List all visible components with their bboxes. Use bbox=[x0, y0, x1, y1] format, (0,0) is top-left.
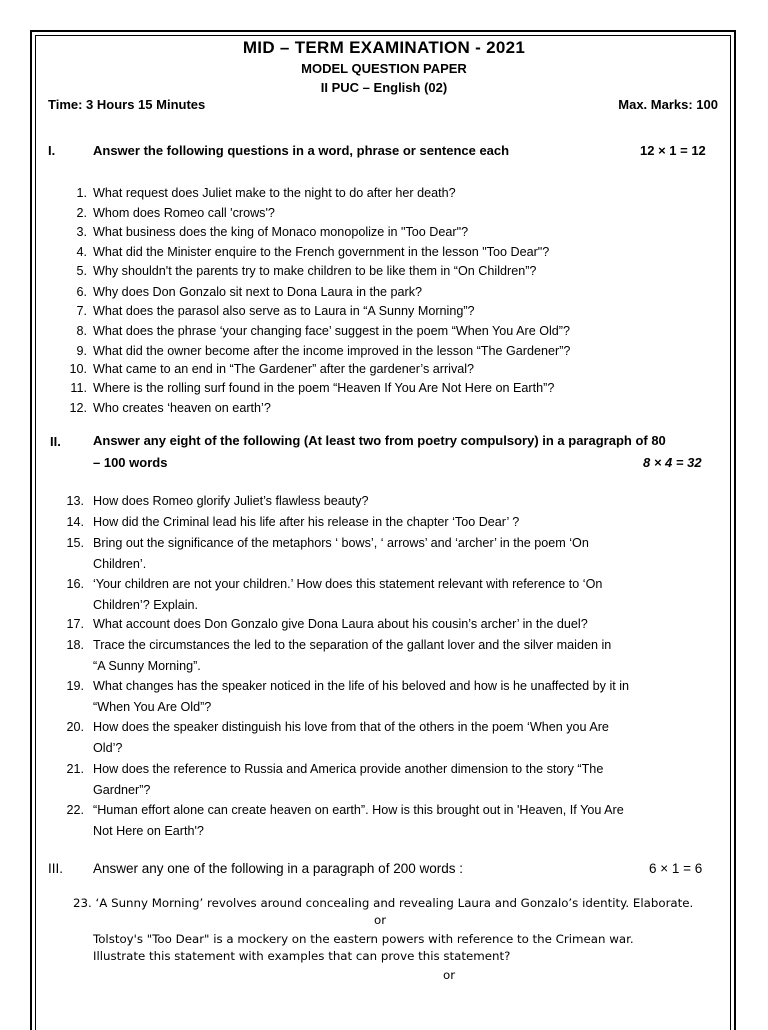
question-text: What came to an end in “The Gardener” after the gardener’s arrival? bbox=[93, 362, 475, 376]
question-number: 12. bbox=[69, 401, 87, 415]
section-3-number: III. bbox=[48, 861, 64, 876]
exam-title: MID – TERM EXAMINATION - 2021 bbox=[242, 38, 526, 57]
question-23-line1: 23. ‘A Sunny Morning’ revolves around concealing and revealing Laura and Gonzalo’s identity. Elaborate. bbox=[73, 896, 694, 910]
question-number: 17. bbox=[66, 617, 84, 631]
question-text: Why does Don Gonzalo sit next to Dona Laura in the park? bbox=[93, 285, 423, 299]
question-text-line: What account does Don Gonzalo give Dona Laura about his cousin’s archer’ in the duel? bbox=[93, 617, 588, 631]
question-number: 13. bbox=[66, 494, 84, 508]
question-text-line: What changes has the speaker noticed in the life of his beloved and how is he unaffected by it in bbox=[93, 679, 630, 693]
or-separator-2: or bbox=[443, 968, 456, 982]
question-text: What business does the king of Monaco monopolize in "Too Dear"? bbox=[93, 225, 469, 239]
question-number: 7. bbox=[76, 304, 87, 318]
question-23-alt-line1: Tolstoy's "Too Dear" is a mockery on the eastern powers with reference to the Crimean war. bbox=[93, 932, 634, 946]
question-number: 14. bbox=[66, 515, 84, 529]
question-number: 10. bbox=[69, 362, 87, 376]
max-marks: Max. Marks: 100 bbox=[618, 97, 718, 112]
question-number: 1. bbox=[76, 186, 87, 200]
question-text: What did the Minister enquire to the French government in the lesson "Too Dear"? bbox=[93, 245, 550, 259]
question-text-line: “Human effort alone can create heaven on earth”. How is this brought out in 'Heaven, If You Are bbox=[93, 803, 624, 817]
question-number: 11. bbox=[70, 381, 87, 395]
question-text-line: How did the Criminal lead his life after his release in the chapter ‘Too Dear’ ? bbox=[93, 515, 520, 529]
question-text: Whom does Romeo call 'crows'? bbox=[93, 206, 275, 220]
section-2-instruction-line1: Answer any eight of the following (At least two from poetry compulsory) in a paragraph of 80 bbox=[93, 433, 666, 448]
question-text-line: Children’. bbox=[93, 556, 147, 571]
question-text-line: ‘Your children are not your children.’ How does this statement relevant with reference to ‘On bbox=[93, 577, 603, 591]
question-number: 21. bbox=[66, 762, 84, 776]
question-text-line: “A Sunny Morning”. bbox=[93, 658, 201, 673]
question-number: 22. bbox=[66, 803, 84, 817]
question-text: What does the phrase ‘your changing face’ suggest in the poem “When You Are Old”? bbox=[93, 324, 570, 338]
question-text: Why shouldn't the parents try to make children to be like them in “On Children”? bbox=[93, 264, 537, 278]
section-2-instruction-line2: – 100 words bbox=[93, 455, 168, 470]
question-text-line: How does Romeo glorify Juliet’s flawless beauty? bbox=[93, 494, 369, 508]
question-text-line: Children’? Explain. bbox=[93, 597, 199, 612]
section-1-number: I. bbox=[48, 143, 56, 158]
page-border-inner bbox=[35, 35, 731, 1030]
question-23-alt-line2: Illustrate this statement with examples that can prove this statement? bbox=[93, 949, 511, 963]
exam-time: Time: 3 Hours 15 Minutes bbox=[48, 97, 206, 112]
question-number: 8. bbox=[76, 324, 87, 338]
paper-subtitle: MODEL QUESTION PAPER bbox=[301, 61, 467, 76]
question-text-line: Old’? bbox=[93, 740, 123, 755]
question-number: 5. bbox=[76, 264, 87, 278]
question-text-line: How does the speaker distinguish his love from that of the others in the poem ‘When you Are bbox=[93, 720, 609, 734]
section-2-number: II. bbox=[50, 434, 61, 449]
section-1-instruction: Answer the following questions in a word, phrase or sentence each bbox=[93, 143, 510, 158]
question-text-line: “When You Are Old”? bbox=[93, 699, 212, 714]
question-number: 16. bbox=[66, 577, 84, 591]
question-number: 2. bbox=[76, 206, 87, 220]
question-text: What request does Juliet make to the night to do after her death? bbox=[93, 186, 456, 200]
question-number: 15. bbox=[66, 536, 84, 550]
question-text-line: Trace the circumstances the led to the separation of the gallant lover and the silver maiden in bbox=[93, 638, 612, 652]
question-number: 4. bbox=[76, 245, 87, 259]
or-separator-1: or bbox=[374, 913, 387, 927]
question-number: 19. bbox=[66, 679, 84, 693]
section-2-marks: 8 × 4 = 32 bbox=[643, 455, 702, 470]
section-1-marks: 12 × 1 = 12 bbox=[640, 143, 706, 158]
question-text-line: How does the reference to Russia and America provide another dimension to the story “The bbox=[93, 762, 604, 776]
question-number: 6. bbox=[76, 285, 87, 299]
question-number: 9. bbox=[76, 344, 87, 358]
question-number: 18. bbox=[66, 638, 84, 652]
question-text: What did the owner become after the income improved in the lesson “The Gardener”? bbox=[93, 344, 571, 358]
question-text-line: Bring out the significance of the metaphors ‘ bows’, ‘ arrows’ and ‘archer’ in the poem ‘On bbox=[93, 536, 589, 550]
section-3-instruction: Answer any one of the following in a paragraph of 200 words : bbox=[93, 861, 463, 876]
question-number: 20. bbox=[66, 720, 84, 734]
question-text: Where is the rolling surf found in the poem “Heaven If You Are Not Here on Earth”? bbox=[93, 381, 555, 395]
question-number: 3. bbox=[76, 225, 87, 239]
question-text-line: Gardner”? bbox=[93, 782, 151, 797]
section-3-marks: 6 × 1 = 6 bbox=[649, 861, 703, 876]
question-text: Who creates ‘heaven on earth’? bbox=[93, 401, 271, 415]
course-name: II PUC – English (02) bbox=[320, 80, 448, 95]
question-text: What does the parasol also serve as to Laura in “A Sunny Morning”? bbox=[93, 304, 475, 318]
question-text-line: Not Here on Earth'? bbox=[93, 823, 204, 838]
